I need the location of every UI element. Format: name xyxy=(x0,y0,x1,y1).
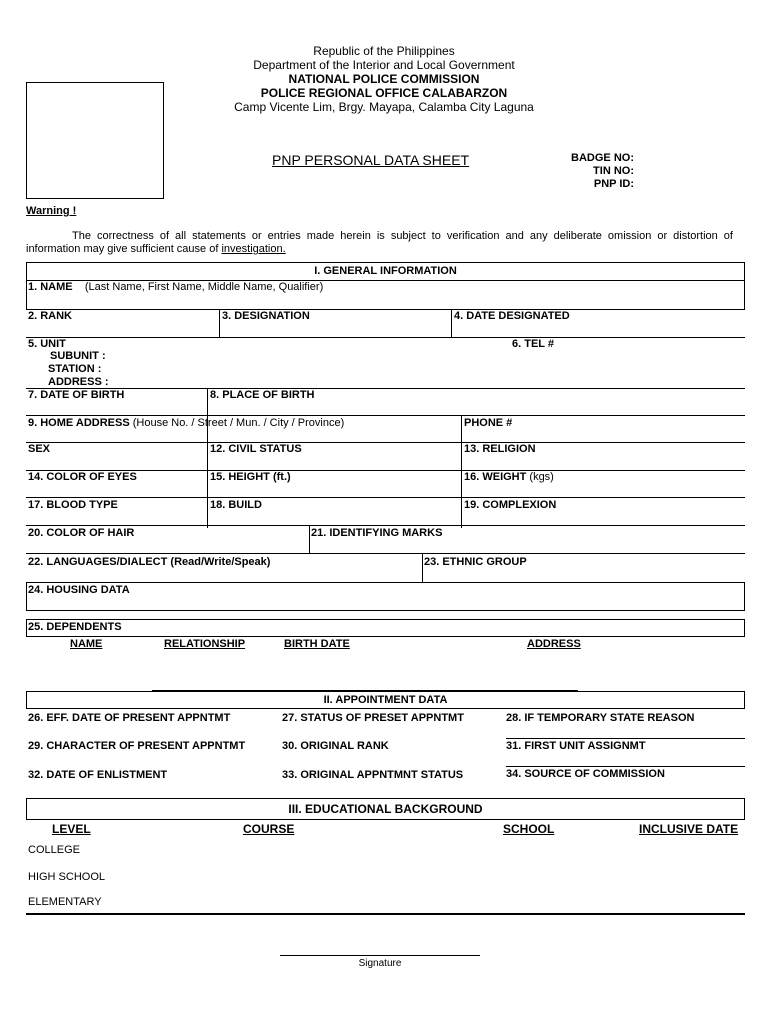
dependent-col-address: ADDRESS xyxy=(527,638,581,650)
religion-label[interactable]: 13. RELIGION xyxy=(464,443,536,455)
divider xyxy=(26,415,745,416)
unit-label[interactable]: 5. UNIT xyxy=(28,338,66,350)
languages-label[interactable]: 22. LANGUAGES/DIALECT (Read/Write/Speak) xyxy=(28,556,271,568)
warning-text xyxy=(26,230,733,256)
section3-title: III. EDUCATIONAL BACKGROUND xyxy=(288,802,483,816)
divider xyxy=(506,766,745,767)
ethnic-group-label[interactable]: 23. ETHNIC GROUP xyxy=(424,556,527,568)
divider xyxy=(26,913,745,915)
original-rank-label[interactable]: 30. ORIGINAL RANK xyxy=(282,740,389,752)
dependents-box xyxy=(26,619,745,637)
first-unit-label[interactable]: 31. FIRST UNIT ASSIGNMT xyxy=(506,740,646,752)
designation-label[interactable]: 3. DESIGNATION xyxy=(222,310,310,322)
divider xyxy=(26,442,745,443)
phone-label[interactable]: PHONE # xyxy=(464,417,513,429)
eff-date-appointment-label[interactable]: 26. EFF. DATE OF PRESENT APPNTMT xyxy=(28,712,231,724)
hair-color-label[interactable]: 20. COLOR OF HAIR xyxy=(28,527,135,539)
pnp-id-label: PNP ID: xyxy=(593,178,634,190)
home-address-hint: (House No. / Street / Mun. / City / Province) xyxy=(132,417,345,429)
tel-label[interactable]: 6. TEL # xyxy=(512,338,554,350)
date-designated-label[interactable]: 4. DATE DESIGNATED xyxy=(454,310,570,322)
source-commission-label[interactable]: 34. SOURCE OF COMMISSION xyxy=(506,768,665,780)
civil-status-label[interactable]: 12. CIVIL STATUS xyxy=(210,443,302,455)
weight-label: 16. WEIGHT xyxy=(464,471,527,483)
divider xyxy=(309,525,310,553)
build-label[interactable]: 18. BUILD xyxy=(210,499,262,511)
badge-no-label: BADGE NO: xyxy=(571,152,634,164)
place-of-birth-label[interactable]: 8. PLACE OF BIRTH xyxy=(210,389,315,401)
divider xyxy=(219,310,220,337)
home-address-label: 9. HOME ADDRESS xyxy=(28,417,130,429)
divider xyxy=(26,553,745,554)
warning-label: Warning ! xyxy=(26,205,77,217)
dependent-col-relationship: RELATIONSHIP xyxy=(164,638,246,650)
temporary-reason-label[interactable]: 28. IF TEMPORARY STATE REASON xyxy=(506,712,695,724)
divider xyxy=(207,388,208,528)
character-appointment-label[interactable]: 29. CHARACTER OF PRESENT APPNTMT xyxy=(28,740,246,752)
divider xyxy=(26,388,745,389)
header-napolcom: NATIONAL POLICE COMMISSION xyxy=(288,72,480,86)
station-label[interactable]: STATION : xyxy=(48,363,102,375)
date-enlistment-label[interactable]: 32. DATE OF ENLISTMENT xyxy=(28,769,168,781)
dependent-col-birthdate: BIRTH DATE xyxy=(284,638,350,650)
photo-box xyxy=(26,82,164,199)
education-level-college: COLLEGE xyxy=(28,844,80,856)
name-label: 1. NAME xyxy=(28,281,73,293)
status-appointment-label[interactable]: 27. STATUS OF PRESET APPNTMT xyxy=(282,712,464,724)
signature-label: Signature xyxy=(358,958,402,969)
form-title: PNP PERSONAL DATA SHEET xyxy=(272,152,470,168)
header-department: Department of the Interior and Local Government xyxy=(253,58,515,72)
blood-type-label[interactable]: 17. BLOOD TYPE xyxy=(28,499,118,511)
rank-label[interactable]: 2. RANK xyxy=(28,310,73,322)
divider xyxy=(26,497,745,498)
eye-color-label[interactable]: 14. COLOR OF EYES xyxy=(28,471,137,483)
warning-body: The correctness of all statements or entries made herein is subject to verification and any deliberate omission or distortion of information may give sufficient cause of xyxy=(26,230,733,255)
education-col-school: SCHOOL xyxy=(503,822,555,836)
header-address: Camp Vicente Lim, Brgy. Mayapa, Calamba City Laguna xyxy=(234,100,534,114)
education-col-level: LEVEL xyxy=(52,822,91,836)
address-label[interactable]: ADDRESS : xyxy=(48,376,109,388)
height-label[interactable]: 15. HEIGHT (ft.) xyxy=(210,471,291,483)
education-col-inclusive-date: INCLUSIVE DATE xyxy=(639,822,739,836)
divider xyxy=(451,310,452,337)
section2-title: II. APPOINTMENT DATA xyxy=(323,694,448,706)
weight-field[interactable] xyxy=(464,471,554,484)
date-of-birth-label[interactable]: 7. DATE OF BIRTH xyxy=(28,389,125,401)
header-regional-office: POLICE REGIONAL OFFICE CALABARZON xyxy=(260,86,508,100)
original-status-label[interactable]: 33. ORIGINAL APPNTMNT STATUS xyxy=(282,769,464,781)
divider xyxy=(26,525,745,526)
identifying-marks-label[interactable]: 21. IDENTIFYING MARKS xyxy=(311,527,443,539)
weight-unit: (kgs) xyxy=(529,471,554,483)
name-hint: (Last Name, First Name, Middle Name, Qualifier) xyxy=(84,281,324,293)
home-address-field[interactable] xyxy=(28,417,344,430)
dependent-col-name: NAME xyxy=(70,638,103,650)
sex-label[interactable]: SEX xyxy=(28,443,51,455)
warning-link-word: investigation. xyxy=(221,243,286,255)
subunit-label[interactable]: SUBUNIT : xyxy=(50,350,106,362)
education-level-highschool: HIGH SCHOOL xyxy=(28,871,106,883)
divider xyxy=(422,553,423,582)
education-col-course: COURSE xyxy=(243,822,295,836)
housing-data-label[interactable]: 24. HOUSING DATA xyxy=(28,584,130,596)
signature-line[interactable] xyxy=(280,955,480,956)
divider xyxy=(506,738,745,739)
tin-no-label: TIN NO: xyxy=(593,165,634,177)
name-field[interactable] xyxy=(28,281,323,294)
education-level-elementary: ELEMENTARY xyxy=(28,896,102,908)
header-republic: Republic of the Philippines xyxy=(313,44,455,58)
divider xyxy=(26,337,745,338)
section1-title: I. GENERAL INFORMATION xyxy=(314,265,457,277)
id-fields xyxy=(560,152,634,191)
complexion-label[interactable]: 19. COMPLEXION xyxy=(464,499,557,511)
housing-box xyxy=(26,582,745,611)
divider xyxy=(461,415,462,528)
dependents-label: 25. DEPENDENTS xyxy=(28,621,122,633)
